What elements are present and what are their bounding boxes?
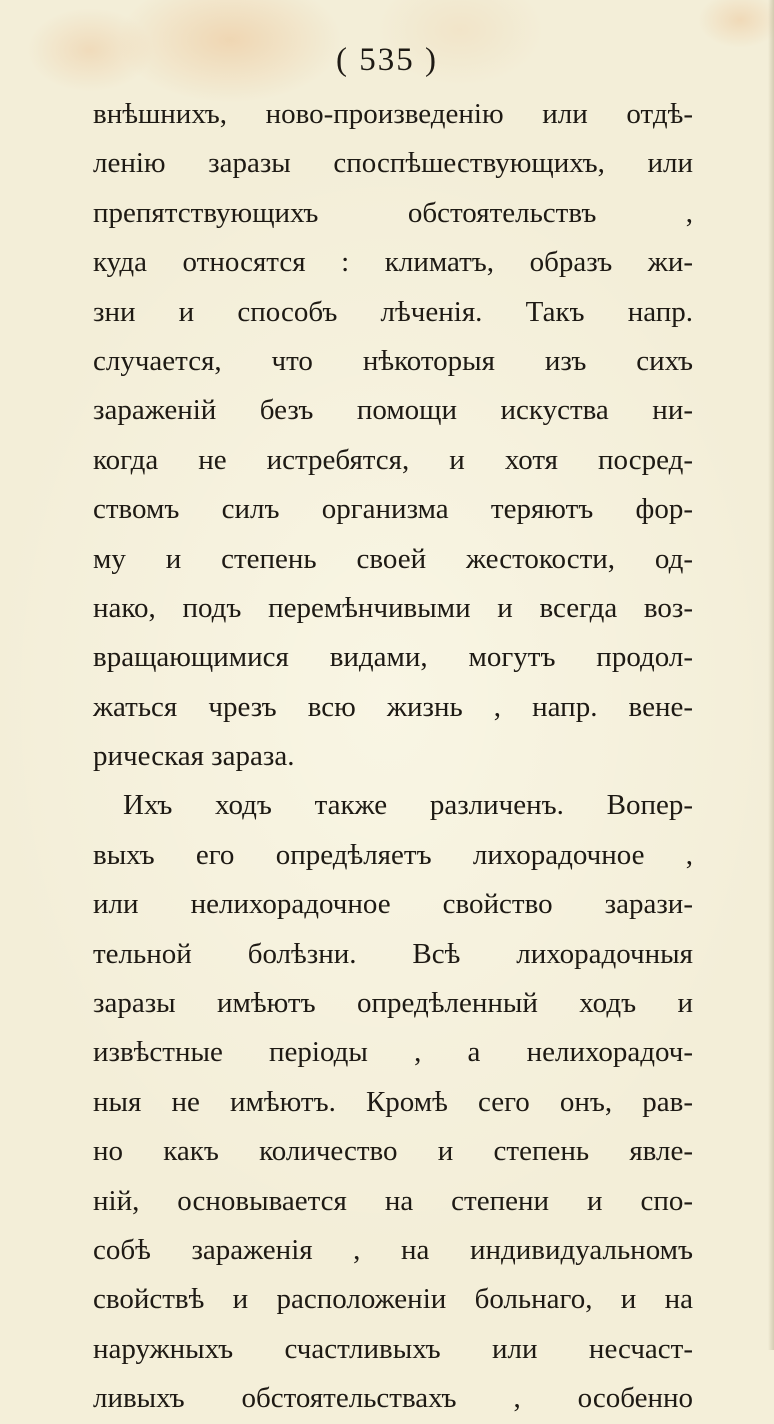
text-line: ленію заразы споспѣшествующихъ, или bbox=[93, 147, 693, 180]
text-line: внѣшнихъ, ново-произведенію или отдѣ- bbox=[93, 98, 693, 130]
text-line: собѣ зараженія , на индивидуальномъ bbox=[93, 1233, 693, 1266]
text-line: выхъ его опредѣляетъ лихорадочное , bbox=[93, 838, 693, 871]
body-text bbox=[93, 90, 693, 1424]
text-line: зни и способъ лѣченія. Такъ напр. bbox=[93, 295, 693, 328]
paragraph-end-line: рическая зараза. bbox=[93, 740, 295, 773]
text-line: извѣстные періоды , а нелихорадоч- bbox=[93, 1036, 693, 1069]
text-line: или нелихорадочное свойство зарази- bbox=[93, 888, 693, 921]
text-line: куда относятся : климатъ, образъ жи- bbox=[93, 246, 693, 279]
text-line: ствомъ силъ организма теряютъ фор- bbox=[93, 493, 693, 526]
text-line: ній, основывается на степени и спо- bbox=[93, 1184, 693, 1217]
text-line: ныя не имѣютъ. Кромѣ сего онъ, рав- bbox=[93, 1085, 693, 1118]
page-gutter-shadow bbox=[768, 0, 774, 1350]
text-line: препятствующихъ обстоятельствъ , bbox=[93, 196, 693, 229]
text-line: свойствѣ и расположеніи больнаго, и на bbox=[93, 1283, 693, 1316]
text-line: му и степень своей жестокости, од- bbox=[93, 542, 693, 575]
text-line: случается, что нѣкоторыя изъ сихъ bbox=[93, 344, 693, 377]
text-line: когда не истребятся, и хотя посред- bbox=[93, 443, 693, 476]
text-line: зараженій безъ помощи искуства ни- bbox=[93, 394, 693, 427]
text-line: ливыхъ обстоятельствахъ , особенно bbox=[93, 1382, 693, 1415]
text-line: тельной болѣзни. Всѣ лихорадочныя bbox=[93, 937, 693, 970]
text-line: наружныхъ счастливыхъ или несчаст- bbox=[93, 1332, 693, 1365]
text-line: но какъ количество и степень явле- bbox=[93, 1135, 693, 1168]
text-line: заразы имѣютъ опредѣленный ходъ и bbox=[93, 987, 693, 1020]
page-number: ( 535 ) bbox=[336, 42, 438, 78]
text-line: жаться чрезъ всю жизнь , напр. вене- bbox=[93, 690, 693, 723]
paragraph-start-line: Ихъ ходъ также различенъ. Вопер- bbox=[123, 789, 693, 822]
text-line: нако, подъ перемѣнчивыми и всегда воз- bbox=[93, 591, 693, 624]
text-line: вращающимися видами, могутъ продол- bbox=[93, 641, 693, 674]
